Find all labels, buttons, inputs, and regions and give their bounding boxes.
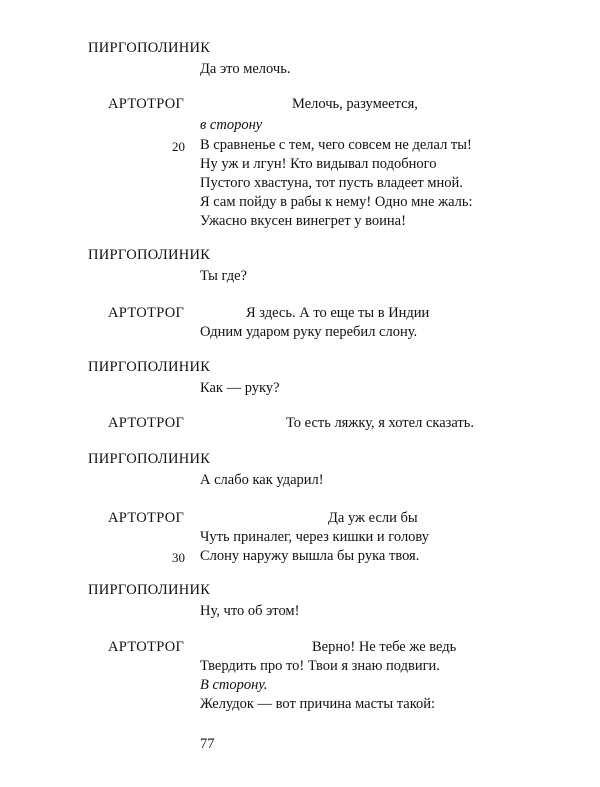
speaker-name: ПИРГОПОЛИНИК bbox=[88, 40, 211, 56]
verse-line: Пустого хвастуна, тот пусть владеет мной. bbox=[200, 175, 463, 191]
speaker-name: АРТОТРОГ bbox=[108, 510, 185, 526]
verse-line: Чуть приналег, через кишки и голову bbox=[200, 529, 430, 545]
verse-line: Да уж если бы bbox=[328, 510, 418, 526]
line-number: 20 bbox=[172, 139, 185, 154]
stage-direction: в сторону bbox=[200, 117, 263, 133]
speaker-name: ПИРГОПОЛИНИК bbox=[88, 451, 211, 467]
verse-line: Я сам пойду в рабы к нему! Одно мне жаль: bbox=[200, 194, 473, 210]
speaker-name: АРТОТРОГ bbox=[108, 305, 185, 321]
verse-line: Да это мелочь. bbox=[200, 61, 291, 77]
page-number: 77 bbox=[200, 736, 215, 752]
verse-line: Ну, что об этом! bbox=[200, 603, 300, 619]
speaker-name: АРТОТРОГ bbox=[108, 639, 185, 655]
verse-line: Ужасно вкусен винегрет у воина! bbox=[200, 213, 406, 229]
speaker-name: ПИРГОПОЛИНИК bbox=[88, 359, 211, 375]
stage-direction: В сторону. bbox=[200, 677, 268, 693]
speaker-name: АРТОТРОГ bbox=[108, 415, 185, 431]
line-number: 30 bbox=[172, 550, 185, 565]
verse-line: Ты где? bbox=[200, 268, 247, 284]
verse-line: Ну уж и лгун! Кто видывал подобного bbox=[200, 156, 437, 172]
verse-line: Верно! Не тебе же ведь bbox=[312, 639, 457, 655]
verse-line: В сравненье с тем, чего совсем не делал ты! bbox=[200, 137, 472, 153]
speaker-name: ПИРГОПОЛИНИК bbox=[88, 582, 211, 598]
verse-line: Как — руку? bbox=[200, 380, 280, 396]
verse-line: Я здесь. А то еще ты в Индии bbox=[246, 305, 430, 321]
verse-line: Одним ударом руку перебил слону. bbox=[200, 324, 418, 340]
verse-line: Желудок — вот причина масты такой: bbox=[200, 696, 436, 712]
speaker-name: ПИРГОПОЛИНИК bbox=[88, 247, 211, 263]
verse-line: То есть ляжку, я хотел сказать. bbox=[286, 415, 475, 431]
verse-line: А слабо как ударил! bbox=[200, 472, 324, 488]
verse-line: Мелочь, разумеется, bbox=[292, 96, 418, 112]
verse-line: Слону наружу вышла бы рука твоя. bbox=[200, 548, 420, 564]
speaker-name: АРТОТРОГ bbox=[108, 96, 185, 112]
verse-line: Твердить про то! Твои я знаю подвиги. bbox=[200, 658, 440, 674]
